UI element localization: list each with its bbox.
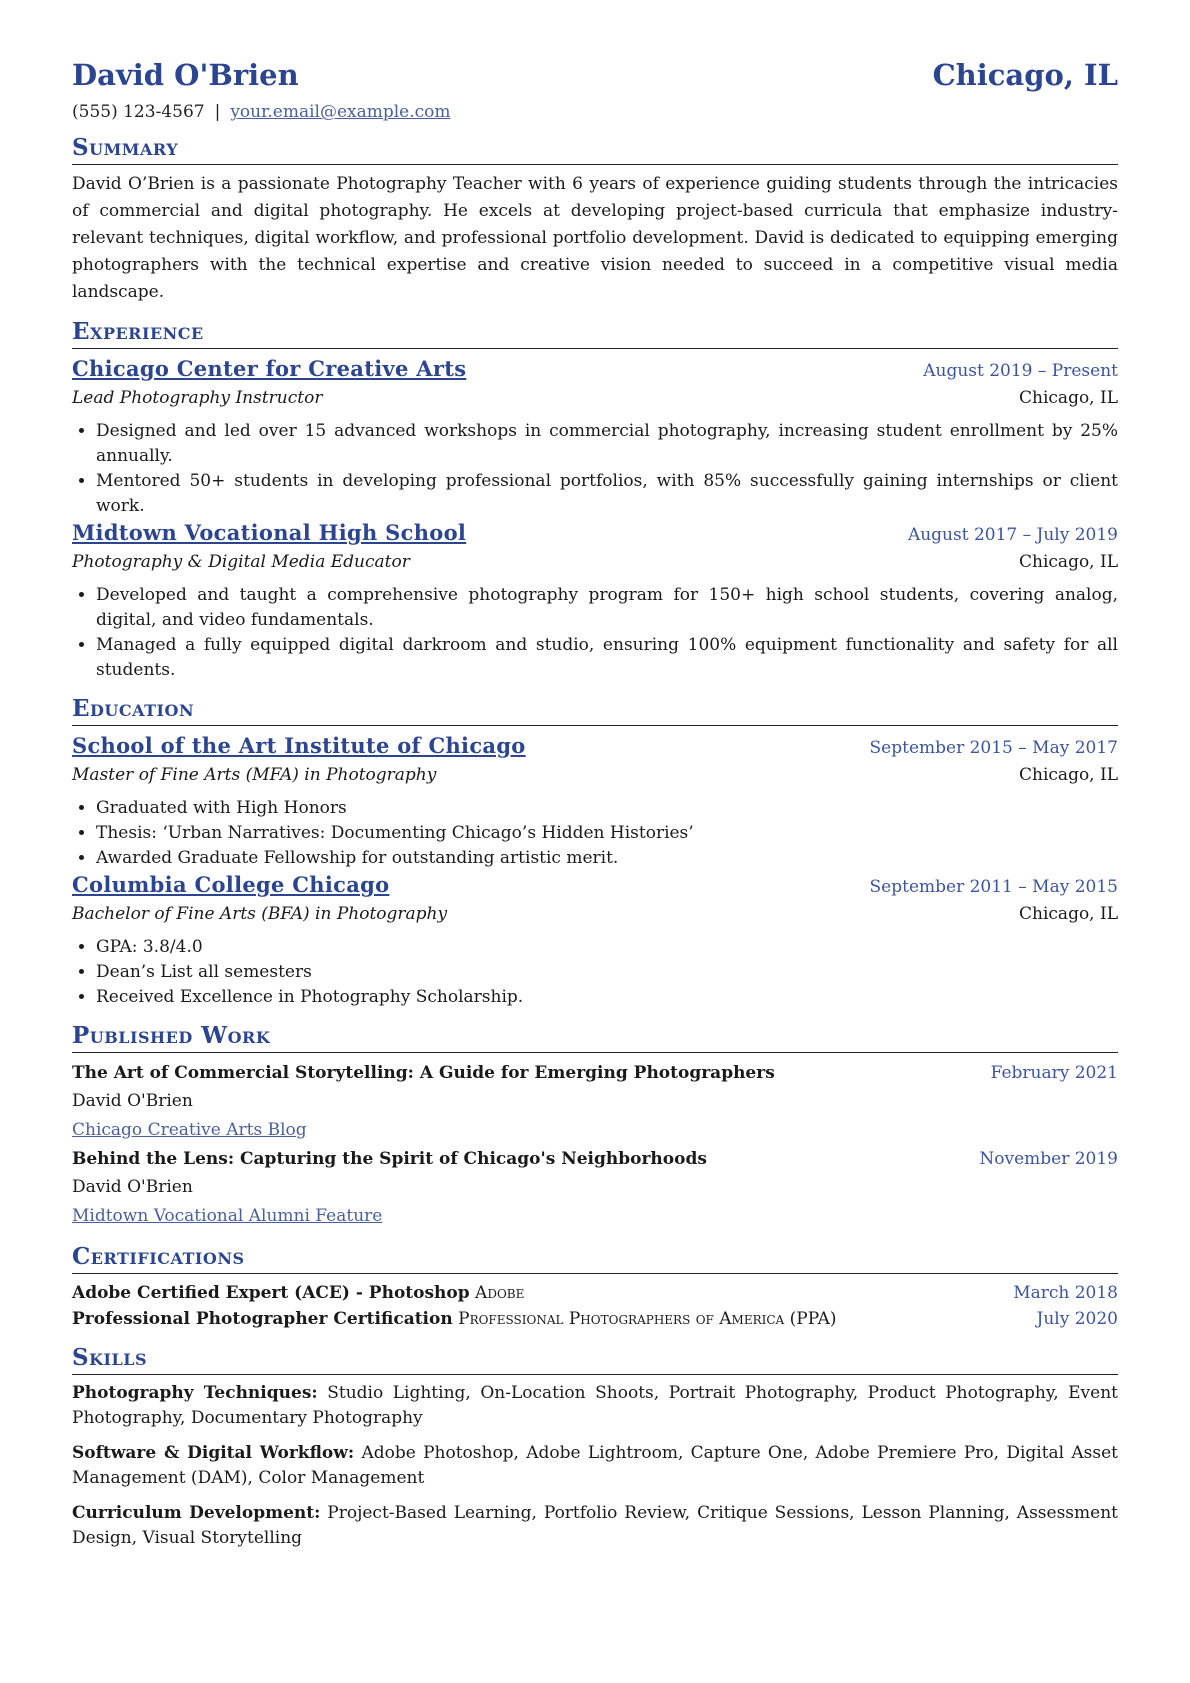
skill-list: Project-Based Learning, Portfolio Review, Critique Sessions, Lesson Planning, Assessment Design, Visual Storytelling: [72, 1503, 1118, 1548]
bullet-item: • Received Excellence in Photography Scholarship.: [96, 985, 1118, 1010]
section-title-experience: Experience: [72, 317, 1118, 349]
organization-link[interactable]: Midtown Vocational High School: [72, 520, 467, 545]
entry-role: Lead Photography Instructor: [72, 388, 323, 408]
publication-title: The Art of Commercial Storytelling: A Guide for Emerging Photographers: [72, 1063, 775, 1083]
experience-entry: [72, 355, 1118, 519]
entry-date: September 2011 – May 2015: [869, 877, 1118, 897]
skill-category: Photography Techniques:: [72, 1383, 318, 1403]
entry-role: Photography & Digital Media Educator: [72, 552, 410, 572]
entry-location: Chicago, IL: [1019, 552, 1118, 572]
entry-location: Chicago, IL: [1019, 904, 1118, 924]
degree: Master of Fine Arts (MFA) in Photography: [72, 765, 437, 785]
section-title-certifications: Certifications: [72, 1242, 1118, 1274]
publication-venue-link[interactable]: Chicago Creative Arts Blog: [72, 1120, 307, 1140]
certification-entry: [72, 1306, 1118, 1332]
bullet-item: • Mentored 50+ students in developing professional portfolios, with 85% successfully gaining internships or client work.: [96, 469, 1118, 519]
organization-link[interactable]: Chicago Center for Creative Arts: [72, 356, 467, 381]
section-title-summary: Summary: [72, 133, 1118, 165]
publication-author: David O'Brien: [72, 1177, 193, 1197]
skill-entry: [72, 1381, 1118, 1431]
publication-date: February 2021: [990, 1063, 1118, 1083]
education-entry: [72, 871, 1118, 1010]
summary-text: David O’Brien is a passionate Photography Teacher with 6 years of experience guiding students through the intricacies of commercial and digital photography. He excels at developing project-based curricula that emphasize industry-relevant techniques, digital workflow, and professional portfolio development. David is dedicated to equipping emerging photographers with the technical expertise and creative vision needed to succeed in a competitive visual media landscape.: [72, 174, 1118, 302]
contact-line: [72, 102, 1118, 122]
bullet-list: [72, 935, 1118, 1010]
certification-entry: [72, 1280, 1118, 1306]
entry-date: September 2015 – May 2017: [869, 738, 1118, 758]
institution-link[interactable]: School of the Art Institute of Chicago: [72, 733, 526, 758]
phone-number: (555) 123-4567: [72, 102, 205, 122]
skill-entry: [72, 1501, 1118, 1551]
candidate-location: Chicago, IL: [932, 58, 1118, 92]
entry-date: August 2017 – July 2019: [907, 525, 1118, 545]
contact-separator: |: [214, 102, 221, 122]
skill-category: Curriculum Development:: [72, 1503, 321, 1523]
candidate-name: David O'Brien: [72, 58, 299, 92]
publication-title: Behind the Lens: Capturing the Spirit of Chicago's Neighborhoods: [72, 1149, 707, 1169]
bullet-list: [72, 419, 1118, 519]
section-title-education: Education: [72, 694, 1118, 726]
certification-issuer: Adobe: [475, 1283, 525, 1303]
bullet-list: [72, 583, 1118, 683]
publication-venue-link[interactable]: Midtown Vocational Alumni Feature: [72, 1206, 383, 1226]
publication-entry: [72, 1059, 1118, 1145]
publication-date: November 2019: [979, 1149, 1118, 1169]
certification-name: Professional Photographer Certification: [72, 1309, 453, 1329]
skill-entry: [72, 1441, 1118, 1491]
certification-issuer: Professional Photographers of America (PPA): [458, 1309, 837, 1329]
bullet-list: [72, 796, 1118, 871]
entry-date: August 2019 – Present: [923, 361, 1118, 381]
bullet-item: • Designed and led over 15 advanced workshops in commercial photography, increasing student enrollment by 25% annually.: [96, 419, 1118, 469]
institution-link[interactable]: Columbia College Chicago: [72, 872, 390, 897]
bullet-item: • Managed a fully equipped digital darkroom and studio, ensuring 100% equipment functionality and safety for all students.: [96, 633, 1118, 683]
skill-list: Adobe Photoshop, Adobe Lightroom, Capture One, Adobe Premiere Pro, Digital Asset Management (DAM), Color Management: [72, 1443, 1118, 1488]
publication-author: David O'Brien: [72, 1091, 193, 1111]
section-title-skills: Skills: [72, 1343, 1118, 1375]
certification-date: July 2020: [1036, 1309, 1118, 1329]
section-title-published-work: Published Work: [72, 1021, 1118, 1053]
bullet-item: • Awarded Graduate Fellowship for outstanding artistic merit.: [96, 846, 1118, 871]
bullet-item: • GPA: 3.8/4.0: [96, 935, 1118, 960]
bullet-item: • Dean’s List all semesters: [96, 960, 1118, 985]
degree: Bachelor of Fine Arts (BFA) in Photography: [72, 904, 448, 924]
entry-location: Chicago, IL: [1019, 765, 1118, 785]
experience-entry: [72, 519, 1118, 683]
education-entry: [72, 732, 1118, 871]
publication-entry: [72, 1145, 1118, 1231]
resume-page: [72, 58, 1118, 1561]
certification-date: March 2018: [1013, 1283, 1118, 1303]
skill-list: Studio Lighting, On-Location Shoots, Portrait Photography, Product Photography, Event Photography, Documentary Photography: [72, 1383, 1119, 1428]
certification-name: Adobe Certified Expert (ACE) - Photoshop: [72, 1283, 470, 1303]
bullet-item: • Thesis: ‘Urban Narratives: Documenting Chicago’s Hidden Histories’: [96, 821, 1118, 846]
email-link[interactable]: your.email@example.com: [230, 102, 451, 122]
bullet-item: • Developed and taught a comprehensive photography program for 150+ high school students, covering analog, digital, and video fundamentals.: [96, 583, 1118, 633]
bullet-item: • Graduated with High Honors: [96, 796, 1118, 821]
skill-category: Software & Digital Workflow:: [72, 1443, 355, 1463]
resume-header: [72, 58, 1118, 92]
entry-location: Chicago, IL: [1019, 388, 1118, 408]
